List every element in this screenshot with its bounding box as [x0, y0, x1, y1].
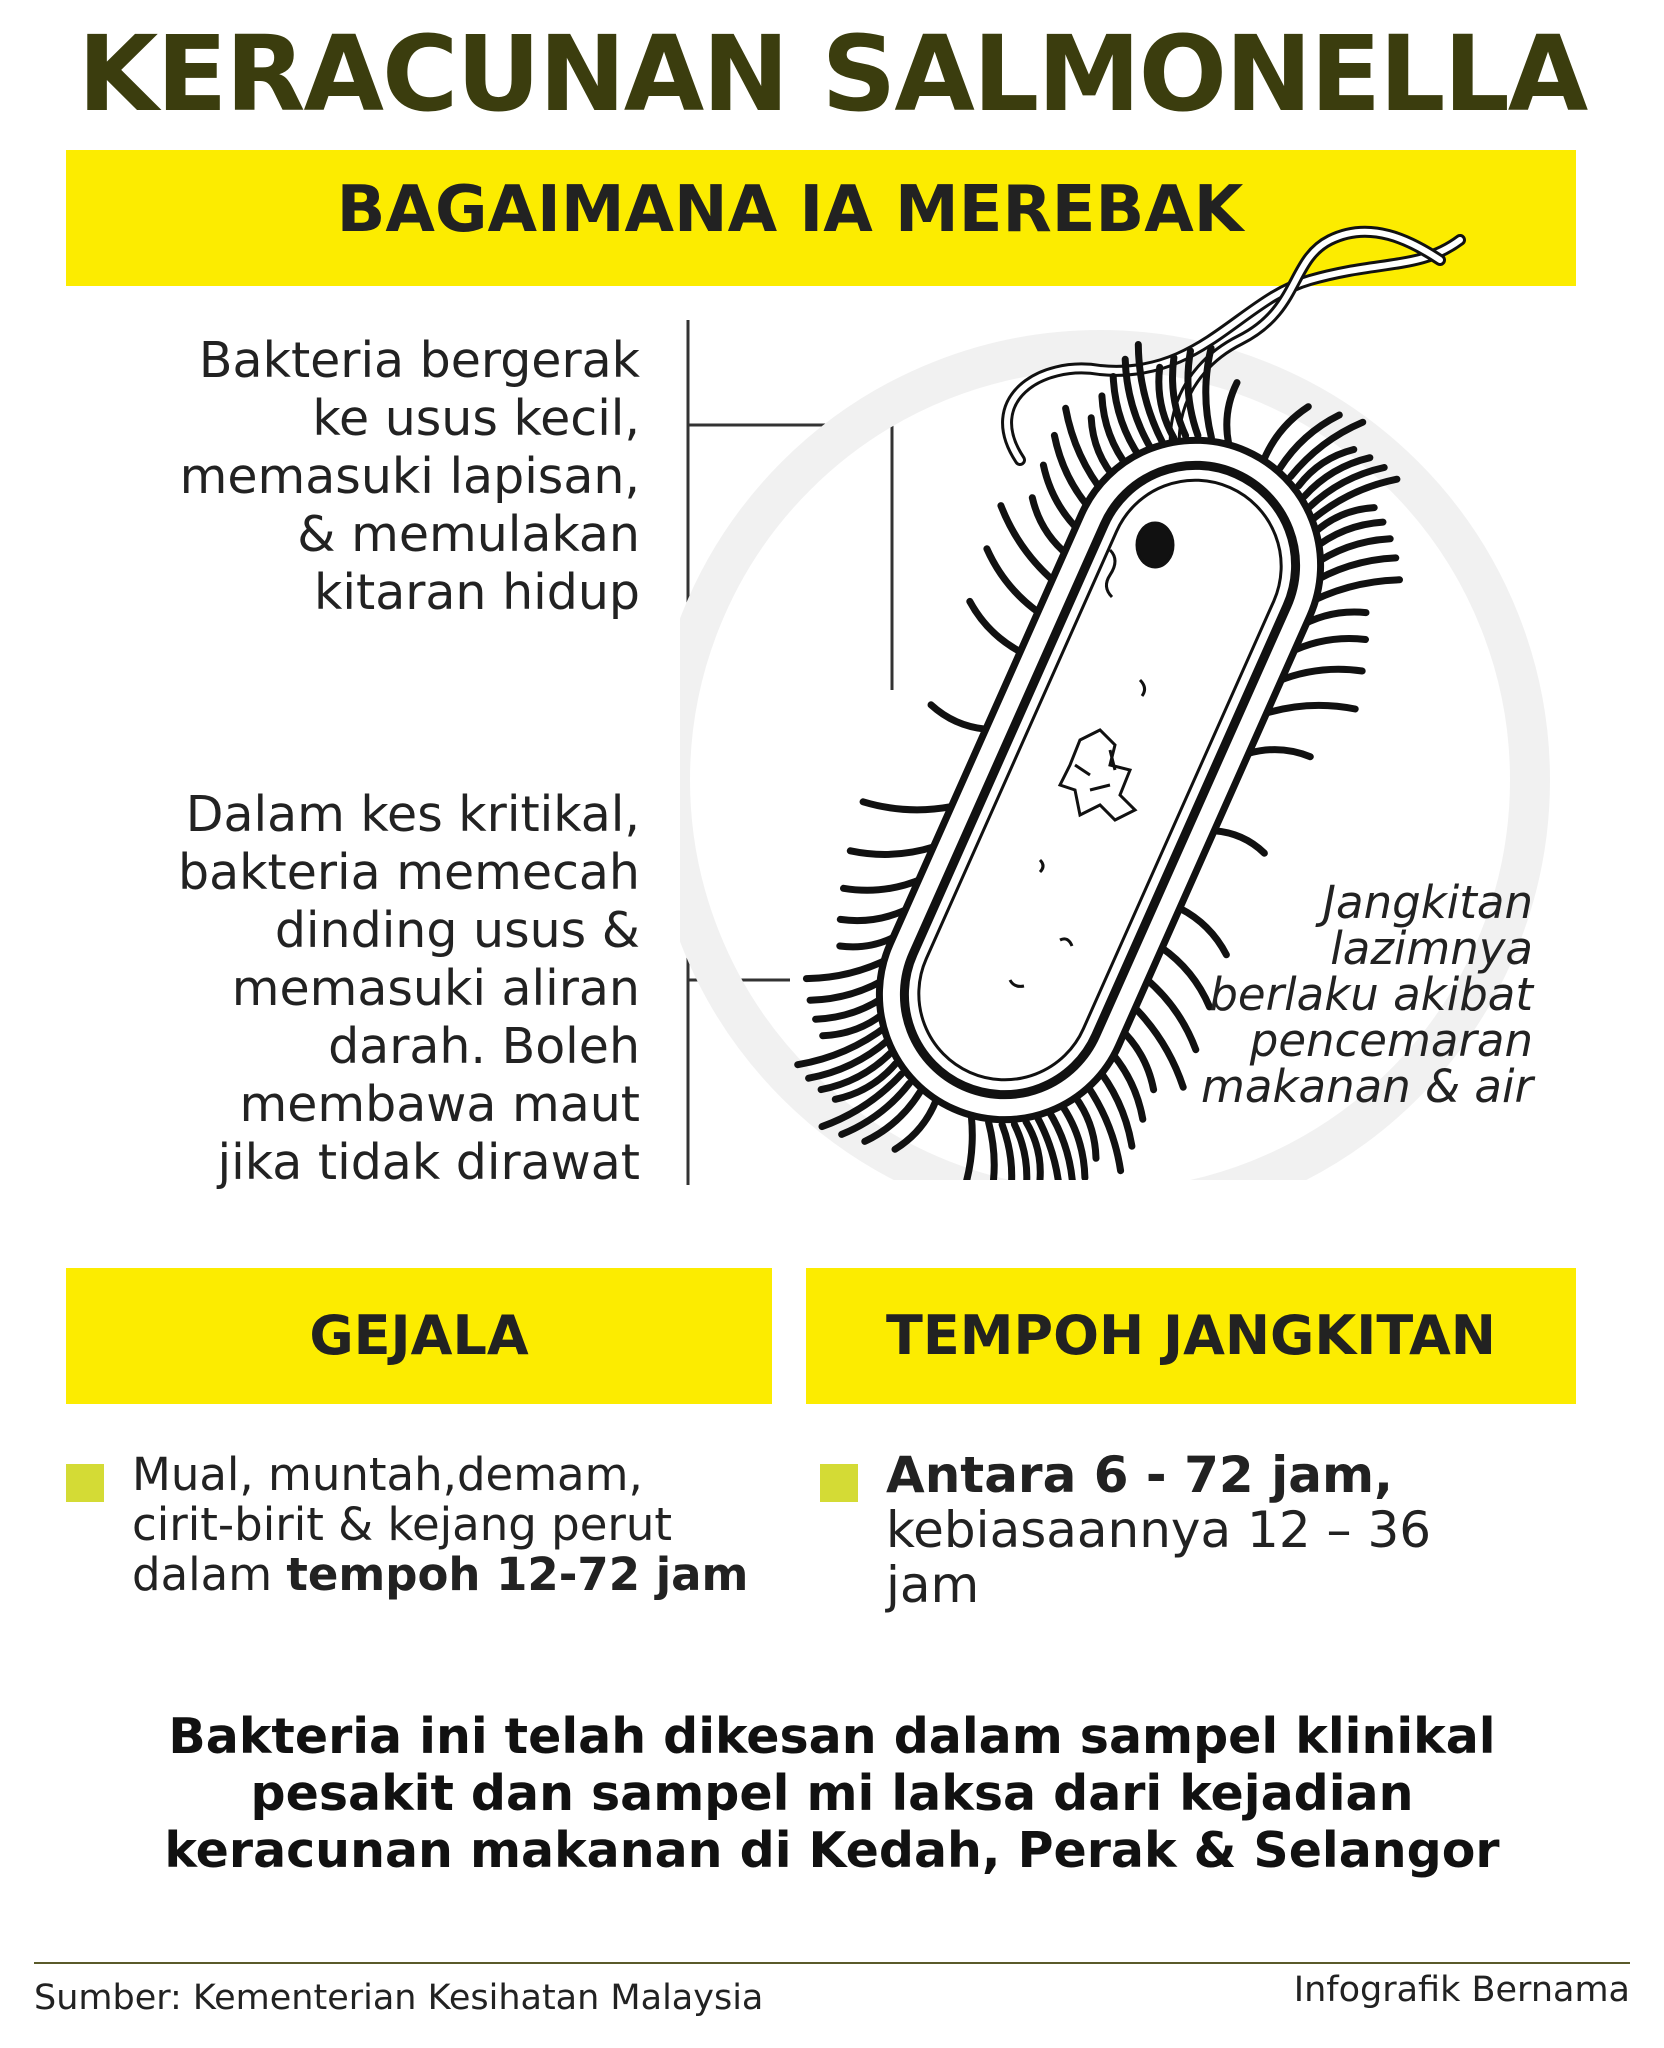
step-2-line: bakteria memecah [177, 844, 640, 901]
note-line: makanan & air [1201, 1060, 1533, 1113]
note-line: lazimnya [1330, 922, 1533, 975]
symptoms-line [132, 1550, 748, 1600]
pilus [1014, 1124, 1026, 1180]
step-2-line: memasuki aliran [231, 960, 640, 1017]
note-line: pencemaran [1249, 1014, 1533, 1067]
pilus [1214, 831, 1264, 853]
pilus [1002, 1125, 1012, 1181]
summary-line: keracunan makanan di Kedah, Perak & Selangor [164, 1822, 1500, 1879]
pilus [895, 1101, 936, 1150]
pilus [1206, 348, 1212, 438]
pilus [1265, 705, 1355, 713]
pilus [1278, 669, 1362, 681]
incubation-header: TEMPOH JANGKITAN [806, 1268, 1576, 1404]
pilus [989, 1122, 995, 1180]
summary-line: pesakit dan sampel mi laksa dari kejadian [250, 1765, 1414, 1822]
step-1-line: kitaran hidup [314, 564, 640, 621]
pilus [1248, 750, 1310, 757]
spread-header: BAGAIMANA IA MEREBAK [336, 173, 1244, 247]
incubation-line: jam [886, 1556, 980, 1614]
pilus [931, 705, 986, 729]
symptoms-line: Mual, muntah,demam, [132, 1448, 643, 1501]
summary-line: Bakteria ini telah dikesan dalam sampel klinikal [168, 1708, 1496, 1765]
step-2-line: dinding usus & [274, 902, 640, 959]
transmission-note [1201, 876, 1533, 1113]
symptoms-duration: tempoh 12-72 jam [286, 1548, 749, 1601]
summary-text [0, 1708, 1664, 1879]
step-2-line: jika tidak dirawat [217, 1134, 640, 1191]
infographic-credit: Infografik Bernama [1293, 1970, 1630, 2010]
symptoms-header: GEJALA [66, 1268, 772, 1404]
source-credit: Sumber: Kementerian Kesihatan Malaysia [34, 1978, 764, 2018]
pilus [844, 879, 923, 890]
pilus [970, 601, 1021, 652]
incubation-range: Antara 6 - 72 jam, [886, 1446, 1394, 1504]
step-1-line: Bakteria bergerak [198, 332, 640, 389]
page-title: KERACUNAN SALMONELLA [77, 13, 1587, 135]
symptoms-line-prefix: dalam [132, 1548, 287, 1601]
step-1-line: & memulakan [297, 506, 640, 563]
granule [1137, 523, 1173, 567]
step-2-text [178, 786, 640, 1192]
note-line: Jangkitan [1322, 876, 1533, 929]
incubation-text [886, 1448, 1431, 1613]
incubation-bullet [820, 1464, 858, 1502]
pilus [1227, 383, 1237, 444]
step-2-line: membawa maut [239, 1076, 640, 1133]
step-1-line: ke usus kecil, [312, 390, 640, 447]
symptoms-line: cirit-birit & kejang perut [132, 1498, 673, 1551]
pilus [1001, 506, 1055, 582]
symptoms-bullet [66, 1464, 104, 1502]
footer-divider [34, 1962, 1630, 1964]
step-1-line: memasuki lapisan, [179, 448, 640, 505]
pilus [850, 847, 935, 855]
note-line: berlaku akibat [1209, 968, 1533, 1021]
pilus [1146, 978, 1196, 1049]
step-1-text [180, 332, 640, 622]
step-2-line: Dalam kes kritikal, [185, 786, 640, 843]
step-2-line: darah. Boleh [328, 1018, 640, 1075]
pilus [863, 802, 952, 810]
incubation-line: kebiasaannya 12 – 36 [886, 1501, 1432, 1559]
symptoms-text [132, 1450, 748, 1600]
